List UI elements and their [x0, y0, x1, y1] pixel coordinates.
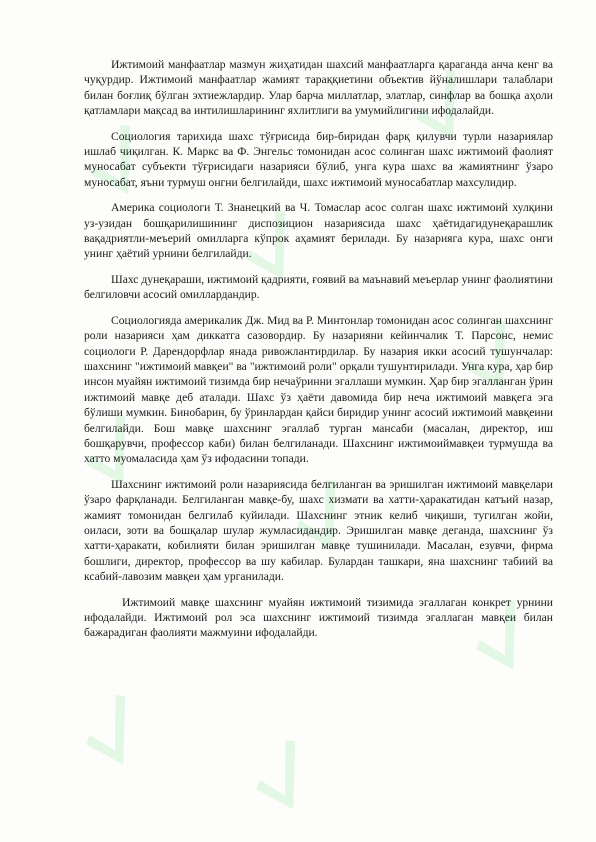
paragraph-3: Америка социологи Т. Знанецкий ва Ч. Томаслар асос солган шахс ижтимоий хулқини уз-узидан бошқарилишининг диспозицион назариясида шахс ҳаётидагидунеқарашлик вақадриятли-меъерий омилларга кўпрок аҳамият берилади. Бу назарияга кура, шахс онги унинг ҳаётий урнини белгилайди.	[84, 201, 553, 261]
paragraph-6: Шахснинг ижтимоий роли назариясида белгиланган ва эришилган ижтимоий мавқелари ўзаро фарқланади. Белгиланган мавқе-бу, шахс хизмати ва хатти-ҳаракатидан катъий назар, жамият томонидан белгилаб куйилади. Шахснинг этник келиб чиқиши, тугилган жойи, оиласи, зоти ва бошқалар шулар жумласидандир. Эришилган мавқе деганда, шахснинг ўз хатти-ҳаракати, кобилияти билан эришилган мавқе тушинилади. Масалан, езувчи, фирма бошлиги, директор, профессор ва шу кабилар. Булардан ташкари, яна шахснинг табиий ва ксабий-лавозим мавқеи ҳам урганилади.	[84, 477, 553, 584]
watermark-check-icon	[72, 691, 154, 775]
document-body	[84, 57, 553, 651]
paragraph-7: Ижтимоий мавқе шахснинг муайян ижтимоий тизимида эгаллаган конкрет урнини ифодалайди. Ижтимоий рол эса шахснинг ижтимоий тизимда эгаллаган мавқеи билан бажарадиган фаолияти мажмуини ифодалайди.	[84, 595, 553, 640]
watermark-check-icon	[242, 736, 324, 820]
paragraph-1: Ижтимоий манфаатлар мазмун жиҳатидан шахсий манфаатларга қараганда анча кенг ва чуқурдир. Ижтимоий манфаатлар жамият тараққиетини объектив йўналишлари талаблари билан боғлиқ бўлган эхтиежлардир. Улар барча миллатлар, элатлар, синфлар ва бошқа аҳоли қатламлари мақсад ва интилишларининг яхлитлиги ва умумийлигини ифодалайди.	[84, 58, 553, 118]
paragraph-4: Шахс дунеқараши, ижтимоий қадрияти, ғоявий ва маънавий меъерлар унинг фаолиятини белгиловчи асосий омиллардандир.	[84, 272, 553, 302]
paragraph-5: Социологияда америкалик Дж. Мид ва Р. Минтонлар томонидан асос солинган шахснинг роли назарияси ҳам диккатга сазовордир. Бу назарияни кейинчалик Т. Парсонс, немис социологи Р. Дарендорфлар янада ривожлантирдилар. Бу назария икки асосий тушунчалар: шахснинг "ижтимоий мавқеи" ва "ижтимоий роли" орқали тушунтирилади. Унга кура, ҳар бир инсон муайян ижтимоий тизимда бир нечаўринни эгаллаши мумкин. Ҳар бир эгалланган ўрин ижтимоий мавқе деб аталади. Шахс ўз ҳаёти давомида бир неча ижтимоий мавқега эга бўлиши мумкин. Бинобарин, бу ўринлардан қайси биридир унинг асосий ижтимоий мавқеини белгилайди. Бош мавқе шахснинг эгаллаб турган мансаби (масалан, директор, иш бошқарувчи, профессор каби) билан белгиланади. Шахснинг ижтимоиймавқеи турмушда ва хатто муомаласида ҳам ўз ифодасини топади.	[84, 313, 553, 466]
paragraph-2: Социология тарихида шахс тўғрисида бир-биридан фарқ қилувчи турли назариялар ишлаб чиқилган. К. Маркс ва Ф. Энгельс томонидан асос солинган шахс ижтимоий фаолият муносабат субъекти тўғрисидаги назарияси бўлиб, унга кура шахс ва жамиятнинг ўзаро муносабат, яъни турмуш онгни белгилайди, шахс ижтимоий муносабатлар махсулидир.	[84, 129, 553, 189]
